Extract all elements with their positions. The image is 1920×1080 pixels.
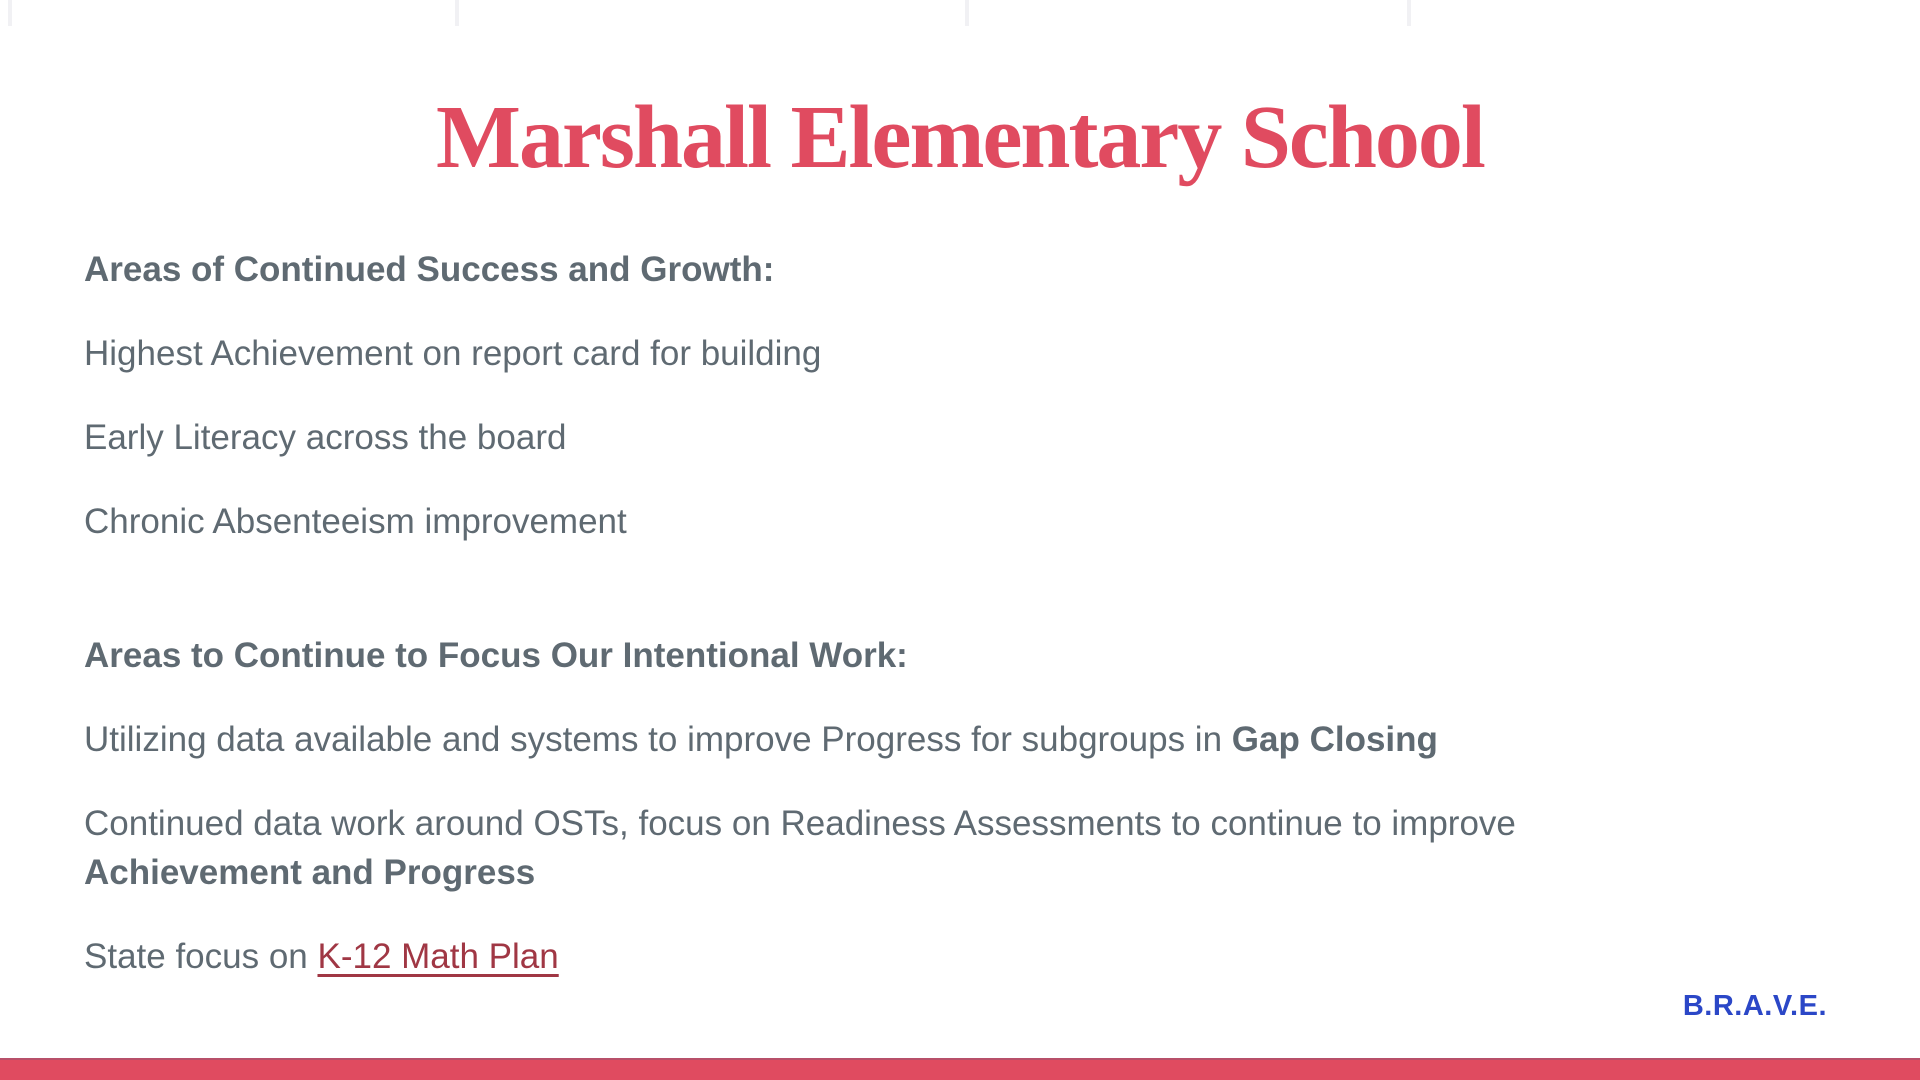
- success-item-literacy: Early Literacy across the board: [84, 418, 567, 457]
- slide-body: [84, 245, 1836, 1016]
- frame-edge-artifact: [8, 0, 12, 26]
- frame-edge-artifact: [455, 0, 459, 26]
- brave-badge: B.R.A.V.E.: [1682, 990, 1827, 1022]
- focus-section-heading: Areas to Continue to Focus Our Intentional Work:: [84, 636, 908, 675]
- focus-item-gap-closing-bold: Gap Closing: [1231, 720, 1438, 759]
- focus-item-gap-closing: [84, 715, 1836, 764]
- bottom-accent-bar: [0, 1058, 1920, 1080]
- focus-item-state-focus-text: State focus on: [84, 937, 318, 976]
- focus-item-ost-data: [84, 799, 1836, 897]
- k12-math-plan-link[interactable]: K-12 Math Plan: [317, 937, 559, 976]
- success-item-achievement: Highest Achievement on report card for building: [84, 334, 822, 373]
- success-section-heading: Areas of Continued Success and Growth:: [84, 250, 775, 289]
- success-item-absenteeism: Chronic Absenteeism improvement: [84, 502, 627, 541]
- focus-item-state-focus: [84, 932, 1836, 981]
- frame-edge-artifact: [965, 0, 969, 26]
- focus-item-ost-data-text: Continued data work around OSTs, focus on Readiness Assessments to continue to improve: [84, 804, 1516, 843]
- slide-title: Marshall Elementary School: [436, 88, 1484, 187]
- focus-item-ost-data-bold: Achievement and Progress: [84, 853, 536, 892]
- frame-edge-artifact: [1407, 0, 1411, 26]
- focus-item-gap-closing-text: Utilizing data available and systems to improve Progress for subgroups in: [84, 720, 1232, 759]
